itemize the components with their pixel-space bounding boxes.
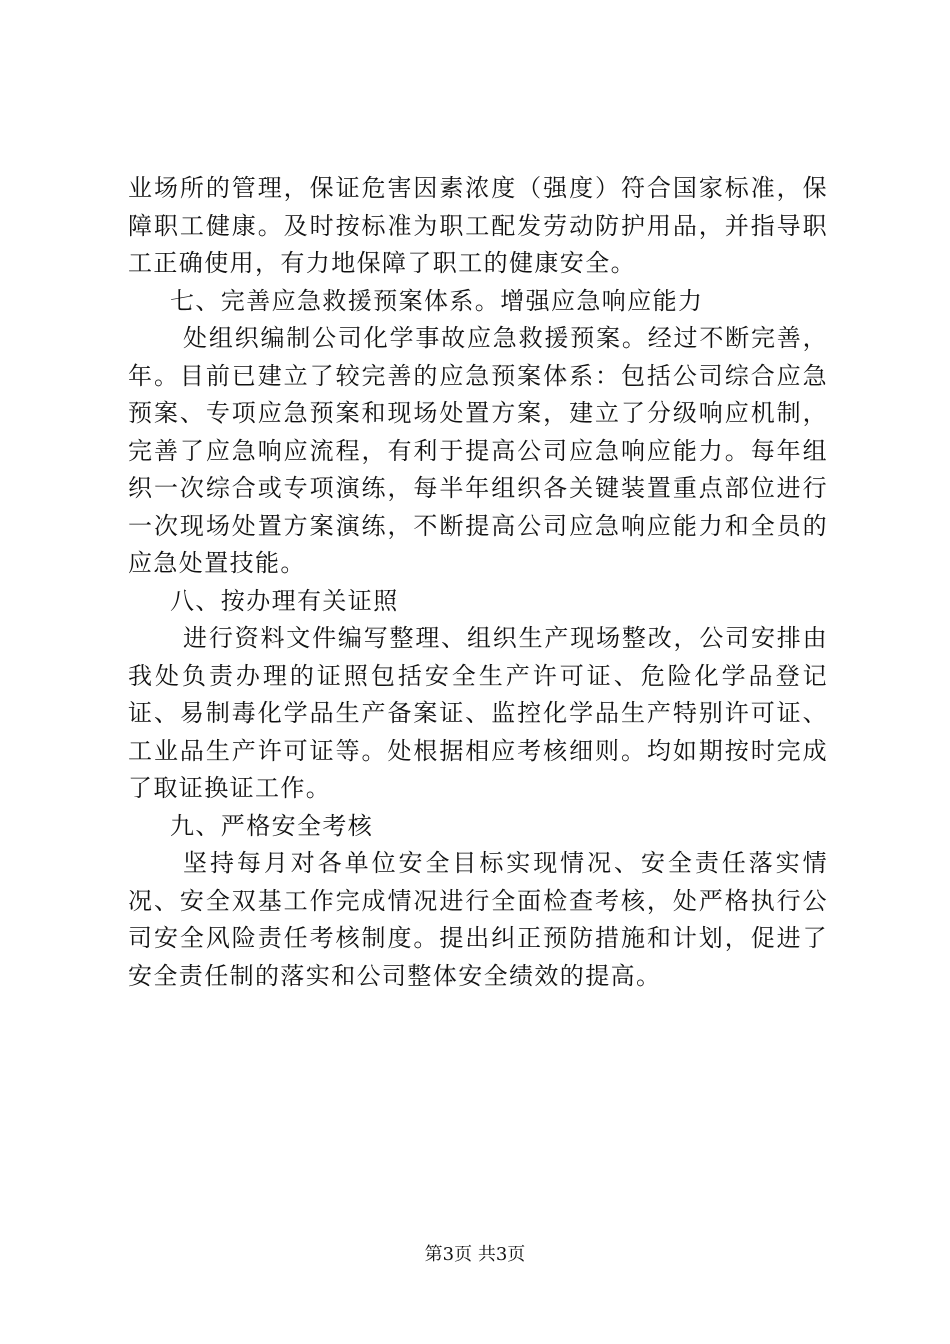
paragraph-occupational-health: 业场所的管理，保证危害因素浓度（强度）符合国家标准，保障职工健康。及时按标准为职工配发劳动防护用品，并指导职工正确使用，有力地保障了职工的健康安全。 xyxy=(128,174,828,277)
page-footer: 第3页 共3页 xyxy=(424,1244,526,1265)
document-body xyxy=(128,170,828,995)
section-heading-emergency: 七、完善应急救援预案体系。增强应急响应能力 xyxy=(170,286,704,315)
section-heading-assessment: 九、严格安全考核 xyxy=(170,811,374,840)
paragraph-assessment: 坚持每月对各单位安全目标实现情况、安全责任落实情况、安全双基工作完成情况进行全面检查考核，处严格执行公司安全风险责任考核制度。提出纠正预防措施和计划，促进了安全责任制的落实和公司整体安全绩效的提高。 xyxy=(128,849,828,990)
paragraph-emergency-plan: 处组织编制公司化学事故应急救援预案。经过不断完善，年。目前已建立了较完善的应急预案体系：包括公司综合应急预案、专项应急预案和现场处置方案，建立了分级响应机制，完善了应急响应流程，有利于提高公司应急响应能力。每年组织一次综合或专项演练，每半年组织各关键装置重点部位进行一次现场处置方案演练，不断提高公司应急响应能力和全员的应急处置技能。 xyxy=(128,324,828,577)
paragraph-licenses: 进行资料文件编写整理、组织生产现场整改，公司安排由我处负责办理的证照包括安全生产许可证、危险化学品登记证、易制毒化学品生产备案证、监控化学品生产特别许可证、工业品生产许可证等。处根据相应考核细则。均如期按时完成了取证换证工作。 xyxy=(128,624,828,802)
section-heading-licenses: 八、按办理有关证照 xyxy=(170,586,399,615)
